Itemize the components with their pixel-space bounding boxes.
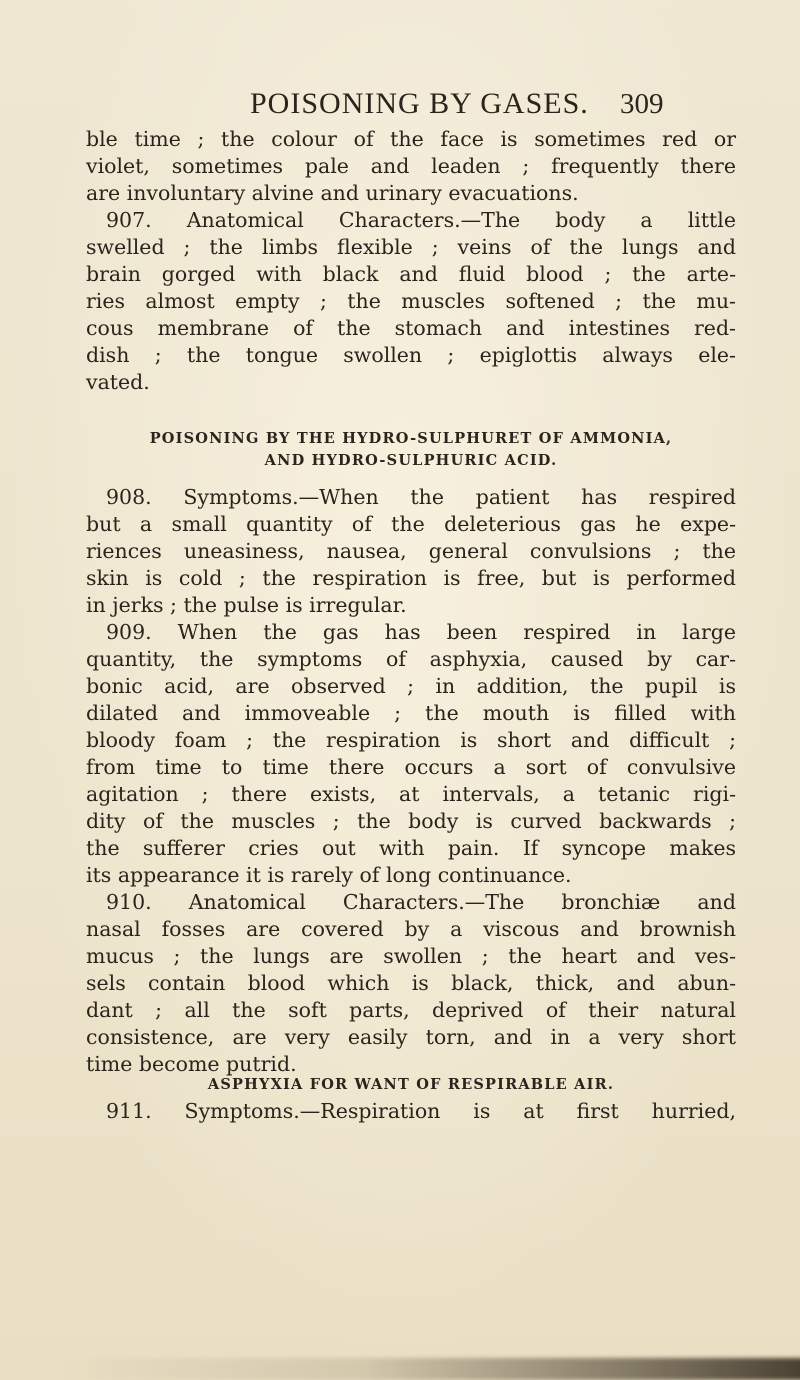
section-heading-line: POISONING BY THE HYDRO-SULPHURET OF AMMONIA, <box>149 430 673 447</box>
text-line: 908. Symptoms.—When the patient has respired <box>106 485 736 509</box>
section-heading-2: ASPHYXIA FOR WANT OF RESPIRABLE AIR. <box>207 1076 615 1093</box>
text-line: dity of the muscles ; the body is curved backwards ; <box>86 809 736 833</box>
text-line: nasal fosses are covered by a viscous and brownish <box>86 917 736 941</box>
text-line: brain gorged with black and fluid blood ; the arte- <box>86 262 736 286</box>
text-line: dish ; the tongue swollen ; epiglottis always ele- <box>86 343 736 367</box>
text-line: quantity, the symptoms of asphyxia, caused by car- <box>86 647 736 671</box>
section-heading-1 <box>86 428 736 472</box>
paragraph-block-2 <box>86 484 736 1078</box>
paragraph-block-1 <box>86 126 736 396</box>
text-line: mucus ; the lungs are swollen ; the heart and ves- <box>86 944 736 968</box>
running-title: POISONING BY GASES. <box>250 87 589 120</box>
page-header <box>0 84 800 124</box>
text-line: vated. <box>86 370 150 394</box>
text-line: consistence, are very easily torn, and in a very short <box>86 1025 736 1049</box>
text-line: in jerks ; the pulse is irregular. <box>86 593 407 617</box>
text-line: time become putrid. <box>86 1052 297 1076</box>
text-line: bonic acid, are observed ; in addition, the pupil is <box>86 674 736 698</box>
page-edge-shadow <box>60 1358 800 1380</box>
paragraph-block-3 <box>86 1098 736 1125</box>
text-line: riences uneasiness, nausea, general convulsions ; the <box>86 539 736 563</box>
text-line: swelled ; the limbs flexible ; veins of the lungs and <box>86 235 736 259</box>
text-line: violet, sometimes pale and leaden ; frequently there <box>86 154 736 178</box>
text-line: 907. Anatomical Characters.—The body a little <box>106 208 736 232</box>
text-line: from time to time there occurs a sort of convulsive <box>86 755 736 779</box>
text-line: ries almost empty ; the muscles softened ; the mu- <box>86 289 736 313</box>
text-line: sels contain blood which is black, thick, and abun- <box>86 971 736 995</box>
text-line: skin is cold ; the respiration is free, but is performed <box>86 566 736 590</box>
text-line: are involuntary alvine and urinary evacuations. <box>86 181 579 205</box>
text-line: the sufferer cries out with pain. If syncope makes <box>86 836 736 860</box>
text-line: dilated and immoveable ; the mouth is filled with <box>86 701 736 725</box>
page-number: 309 <box>620 88 664 120</box>
text-line: 911. Symptoms.—Respiration is at first hurried, <box>106 1099 736 1123</box>
text-line: bloody foam ; the respiration is short and difficult ; <box>86 728 736 752</box>
text-line: 909. When the gas has been respired in large <box>106 620 736 644</box>
section-heading-line: AND HYDRO-SULPHURIC ACID. <box>264 452 558 469</box>
text-line: its appearance it is rarely of long continuance. <box>86 863 572 887</box>
text-line: ble time ; the colour of the face is sometimes red or <box>86 127 736 151</box>
text-line: 910. Anatomical Characters.—The bronchiæ and <box>106 890 736 914</box>
text-line: dant ; all the soft parts, deprived of their natural <box>86 998 736 1022</box>
text-line: cous membrane of the stomach and intestines red- <box>86 316 736 340</box>
text-line: but a small quantity of the deleterious gas he expe- <box>86 512 736 536</box>
text-line: agitation ; there exists, at intervals, a tetanic rigi- <box>86 782 736 806</box>
